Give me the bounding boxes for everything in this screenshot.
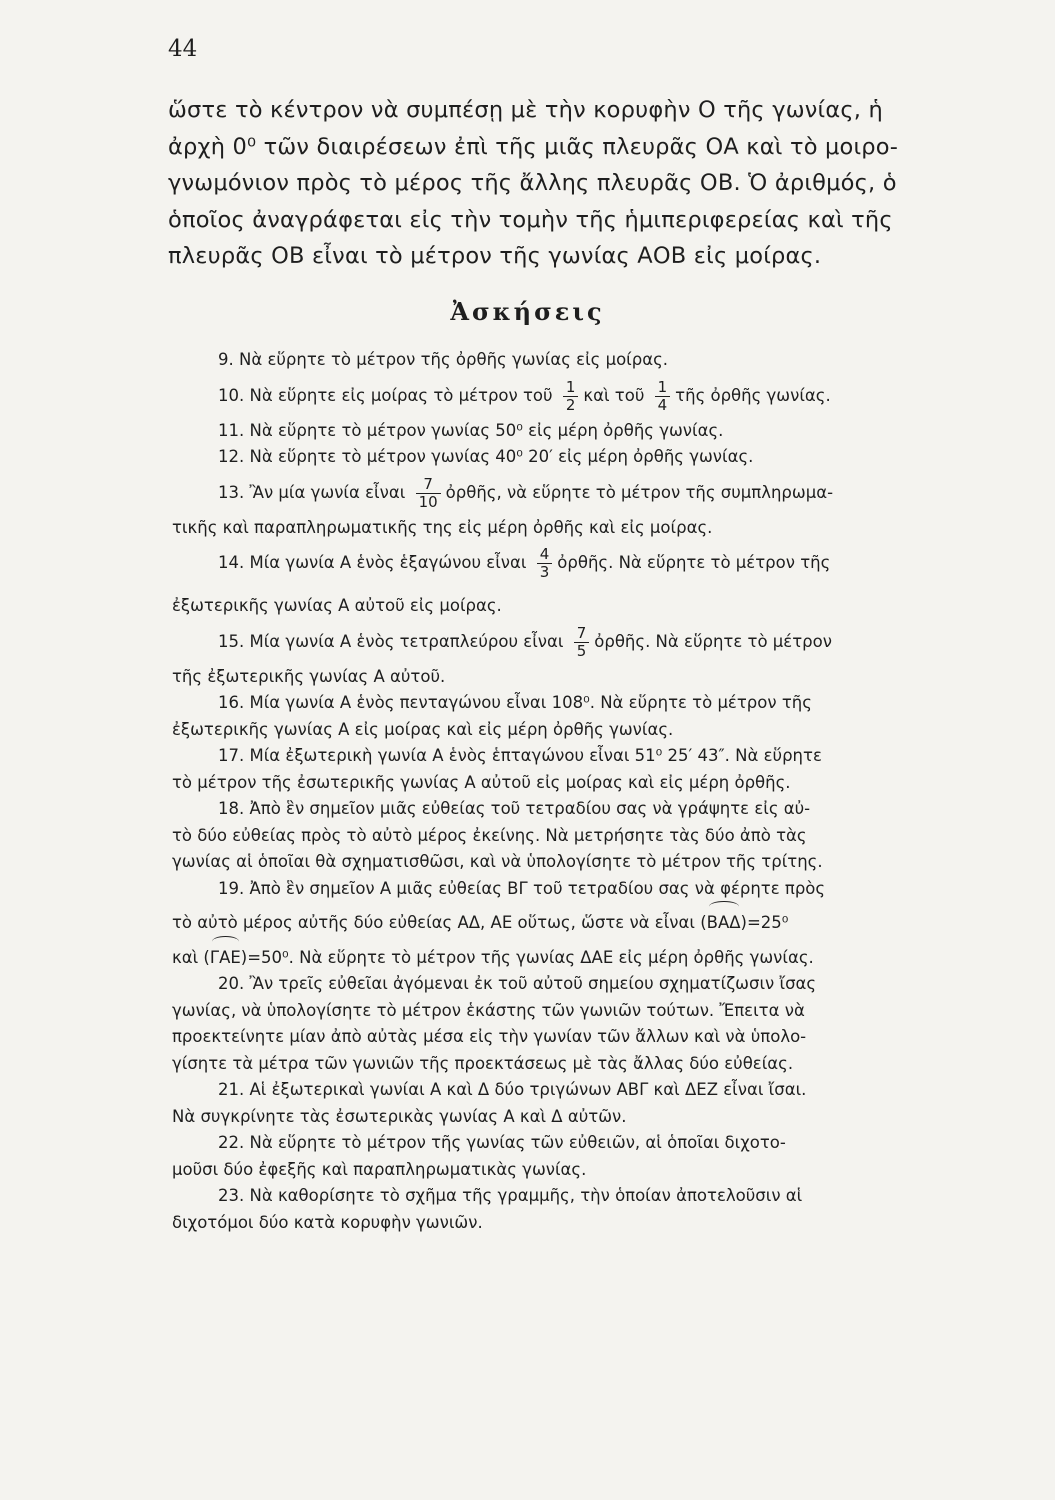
text-line: 9. Νὰ εὕρητε τὸ μέτρον τῆς ὀρθῆς γωνίας εἰς μοίρας.	[218, 350, 669, 369]
text-line: γνωμόνιον πρὸς τὸ μέρος τῆς ἄλλης πλευρᾶς ΟΒ. Ὁ ἀριθμός, ὁ	[168, 170, 897, 196]
exercise-10	[172, 374, 1012, 418]
intro-paragraph	[168, 92, 1010, 275]
text-line: ἀρχὴ 0⁰ τῶν διαιρέσεων ἐπὶ τῆς μιᾶς πλευρᾶς ΟΑ καὶ τὸ μοιρο-	[168, 133, 899, 160]
exercise-22	[172, 1130, 1012, 1183]
exercise-12	[172, 444, 1012, 471]
denominator: 5	[576, 641, 587, 660]
exercise-14	[172, 541, 1012, 620]
exercise-15	[172, 620, 1012, 691]
exercise-17	[172, 743, 1012, 796]
text-line: ὀρθῆς. Νὰ εὕρητε τὸ μέτρον	[594, 631, 832, 651]
numerator: 7	[574, 625, 590, 643]
exercise-21	[172, 1077, 1012, 1130]
fraction	[537, 546, 553, 581]
text-line: 20. Ἂν τρεῖς εὐθεῖαι ἀγόμεναι ἐκ τοῦ αὐτοῦ σημείου σχηματίζωσιν ἴσας	[218, 974, 817, 993]
numerator: 4	[537, 546, 553, 564]
text-line: ἐξωτερικῆς γωνίας Α εἰς μοίρας καὶ εἰς μέρη ὀρθῆς γωνίας.	[172, 719, 674, 739]
exercise-20	[172, 971, 1012, 1077]
exercise-18	[172, 796, 1012, 876]
exercise-19	[172, 876, 1012, 972]
angle-label: ΓΑΕ	[209, 947, 241, 967]
text-line: 18. Ἀπὸ ἓν σημεῖον μιᾶς εὐθείας τοῦ τετραδίου σας νὰ γράψητε εἰς αὐ-	[218, 799, 811, 818]
text-line: ὥστε τὸ κέντρον νὰ συμπέσῃ μὲ τὴν κορυφὴν Ο τῆς γωνίας, ἡ	[168, 97, 883, 123]
denominator: 10	[418, 492, 438, 511]
text-line: 13. Ἂν μία γωνία εἶναι	[218, 482, 406, 502]
angle-arc-icon	[709, 901, 739, 912]
section-heading: Ἀσκήσεις	[450, 297, 605, 326]
text-line: )=50⁰. Νὰ εὕρητε τὸ μέτρον τῆς γωνίας ΔΑΕ εἰς μέρη ὀρθῆς γωνίας.	[240, 947, 814, 967]
text-line: 19. Ἀπὸ ἓν σημεῖον Α μιᾶς εὐθείας ΒΓ τοῦ τετραδίου σας νὰ φέρητε πρὸς	[218, 878, 826, 898]
text-line: 10. Νὰ εὕρητε εἰς μοίρας τὸ μέτρον τοῦ	[218, 385, 553, 405]
text-line: 14. Μία γωνία Α ἑνὸς ἑξαγώνου εἶναι	[218, 553, 527, 572]
text-line: μοῦσι δύο ἐφεξῆς καὶ παραπληρωματικὰς γωνίας.	[172, 1159, 587, 1179]
text-line: τὸ μέτρον τῆς ἐσωτερικῆς γωνίας Α αὐτοῦ εἰς μοίρας καὶ εἰς μέρη ὀρθῆς.	[172, 772, 791, 792]
exercise-13	[172, 471, 1012, 542]
exercise-11	[172, 418, 1012, 445]
fraction	[655, 379, 671, 414]
text-line: 22. Νὰ εὕρητε τὸ μέτρον τῆς γωνίας τῶν εὐθειῶν, αἱ ὁποῖαι διχοτο-	[218, 1133, 786, 1152]
denominator: 3	[539, 563, 550, 581]
angle-notation	[210, 945, 241, 972]
text-line: 15. Μία γωνία Α ἑνὸς τετραπλεύρου εἶναι	[218, 631, 564, 651]
text-line: πλευρᾶς ΟΒ εἶναι τὸ μέτρον τῆς γωνίας ΑΟΒ εἰς μοίρας.	[168, 243, 822, 269]
angle-notation	[707, 910, 741, 937]
text-line: τῆς ὀρθῆς γωνίας.	[675, 385, 831, 405]
text-line: τὸ αὐτὸ μέρος αὐτῆς δύο εὐθείας ΑΔ, ΑΕ οὕτως, ὥστε νὰ εἶναι (	[172, 913, 707, 932]
text-line: γωνίας αἱ ὁποῖαι θὰ σχηματισθῶσι, καὶ νὰ ὑπολογίσητε τὸ μέτρον τῆς τρίτης.	[172, 852, 823, 871]
numerator: 1	[563, 379, 579, 397]
fraction	[416, 476, 441, 511]
text-line: ὀρθῆς. Νὰ εὕρητε τὸ μέτρον τῆς	[557, 553, 831, 572]
text-line: 11. Νὰ εὕρητε τὸ μέτρον γωνίας 50⁰ εἰς μέρη ὀρθῆς γωνίας.	[218, 420, 724, 440]
angle-label: ΒΑΔ	[706, 913, 741, 932]
text-line: καὶ (	[172, 947, 210, 967]
text-line: γίσητε τὰ μέτρα τῶν γωνιῶν τῆς προεκτάσεως μὲ τὰς ἄλλας δύο εὐθείας.	[172, 1053, 794, 1073]
exercise-list	[172, 347, 1012, 1236]
text-line: καὶ τοῦ	[583, 385, 645, 405]
text-line: γωνίας, νὰ ὑπολογίσητε τὸ μέτρον ἑκάστης τῶν γωνιῶν τούτων. Ἔπειτα νὰ	[172, 1000, 805, 1020]
text-line: διχοτόμοι δύο κατὰ κορυφὴν γωνιῶν.	[172, 1212, 483, 1232]
text-line: 17. Μία ἐξωτερικὴ γωνία Α ἑνὸς ἑπταγώνου εἶναι 51⁰ 25′ 43″. Νὰ εὕρητε	[218, 746, 822, 765]
angle-arc-icon	[212, 936, 239, 947]
exercise-23	[172, 1183, 1012, 1236]
text-line: προεκτείνητε μίαν ἀπὸ αὐτὰς μέσα εἰς τὴν γωνίαν τῶν ἄλλων καὶ νὰ ὑπολο-	[172, 1027, 807, 1046]
text-line: ἐξωτερικῆς γωνίας Α αὐτοῦ εἰς μοίρας.	[172, 596, 502, 615]
numerator: 7	[416, 476, 441, 494]
denominator: 2	[565, 395, 576, 414]
numerator: 1	[655, 379, 671, 397]
text-line: τικῆς καὶ παραπληρωματικῆς της εἰς μέρη ὀρθῆς καὶ εἰς μοίρας.	[172, 517, 713, 537]
exercise-16	[172, 690, 1012, 743]
text-line: )=25⁰	[740, 913, 789, 932]
text-line: 12. Νὰ εὕρητε τὸ μέτρον γωνίας 40⁰ 20′ εἰς μέρη ὀρθῆς γωνίας.	[218, 447, 754, 466]
fraction	[563, 379, 579, 414]
text-line: 23. Νὰ καθορίσητε τὸ σχῆμα τῆς γραμμῆς, τὴν ὁποίαν ἀποτελοῦσιν αἱ	[218, 1186, 803, 1205]
text-line: ὀρθῆς, νὰ εὕρητε τὸ μέτρον τῆς συμπληρωμα-	[445, 482, 834, 502]
text-line: τῆς ἐξωτερικῆς γωνίας Α αὐτοῦ.	[172, 666, 446, 686]
text-line: τὸ δύο εὐθείας πρὸς τὸ αὐτὸ μέρος ἐκείνης. Νὰ μετρήσητε τὰς δύο ἀπὸ τὰς	[172, 825, 807, 845]
denominator: 4	[657, 395, 668, 414]
page-number: 44	[168, 36, 198, 62]
fraction	[574, 625, 590, 660]
text-line: 21. Αἱ ἐξωτερικαὶ γωνίαι Α καὶ Δ δύο τριγώνων ΑΒΓ καὶ ΔΕΖ εἶναι ἴσαι.	[218, 1080, 807, 1099]
text-line: 16. Μία γωνία Α ἑνὸς πενταγώνου εἶναι 108⁰. Νὰ εὕρητε τὸ μέτρον τῆς	[218, 693, 812, 712]
text-line: ὁποῖος ἀναγράφεται εἰς τὴν τομὴν τῆς ἡμιπεριφερείας καὶ τῆς	[168, 206, 893, 233]
exercise-9	[172, 347, 1012, 374]
text-line: Νὰ συγκρίνητε τὰς ἐσωτερικὰς γωνίας Α καὶ Δ αὐτῶν.	[172, 1106, 627, 1126]
